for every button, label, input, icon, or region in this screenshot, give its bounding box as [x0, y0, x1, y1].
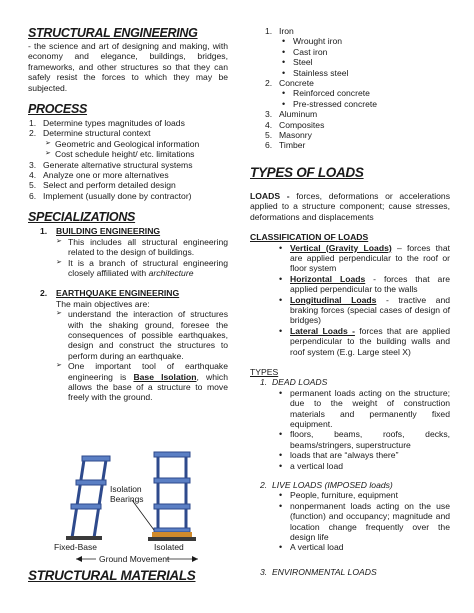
process-item: 3. Generate alternative structural systems: [29, 159, 193, 170]
material-item: 2. Concrete • Reinforced concrete • Pre-stressed concrete: [264, 78, 450, 109]
fixed-base-label: Fixed-Base: [54, 542, 97, 552]
process-item: 6. Implement (usually done by contractor): [29, 190, 192, 201]
building-engineering-section: [28, 226, 228, 236]
earthquake-engineering-number: 2.: [40, 288, 48, 299]
material-subitem: • Wrought iron: [282, 36, 343, 47]
building-engineering-number: 1.: [40, 226, 48, 237]
earthquake-item: ➢ One important tool of earthquake engineering is Base Isolation, which allows the base of a structure to move freely with the ground.: [56, 361, 229, 403]
material-item: 3. Aluminum: [265, 109, 318, 120]
isolation-bearing: [152, 532, 192, 537]
structural-engineering-heading: STRUCTURAL ENGINEERING: [28, 26, 198, 40]
process-item: 5. Select and perform detailed design: [29, 180, 176, 191]
arrow-bullet-icon: ➢: [56, 258, 62, 266]
dead-loads-item: • floors, beams, roofs, decks, beams/stringers, superstructure: [279, 429, 450, 450]
process-item: 1. Determine types magnitudes of loads: [29, 118, 185, 129]
classification-item: • Vertical (Gravity Loads) – forces that are applied perpendicular to the roof or floor system: [279, 242, 451, 274]
classification-item: • Longitudinal Loads - tractive and braking forces (special cases of design of bridges): [279, 294, 450, 326]
live-loads-heading: 2. LIVE LOADS (IMPOSED loads): [260, 480, 393, 491]
arrow-bullet-icon: ➢: [56, 362, 62, 370]
earthquake-engineering-section: [28, 288, 228, 298]
building-engineering-item: ➢ This includes all structural engineering related to the design of buildings.: [56, 236, 228, 258]
ground-movement-label: Ground Movement: [99, 554, 170, 564]
arrow-bullet-icon: ➢: [56, 237, 62, 245]
material-item: 5. Masonry: [265, 130, 312, 141]
bearings-label: Bearings: [110, 494, 144, 504]
types-heading: TYPES: [250, 366, 279, 377]
dead-loads-item: • a vertical load: [279, 460, 344, 471]
earthquake-intro: The main objectives are:: [56, 298, 150, 309]
arrow-bullet-icon: ➢: [56, 310, 62, 318]
types-of-loads-heading: TYPES OF LOADS: [250, 164, 364, 180]
classification-item: • Lateral Loads - forces that are applied perpendicular to the building walls and roof system (E.g. Large steel X): [279, 325, 450, 357]
process-item: 2. Determine structural context ➢ Geometric and Geological information ➢ Cost schedule height/ etc. limitations: [28, 128, 228, 159]
material-subitem: • Cast iron: [282, 46, 328, 57]
live-loads-item: • nonpermanent loads acting on the use (function) and occupancy; magnitude and location change frequently over the design life: [279, 500, 450, 543]
arrow-bullet-icon: ➢: [45, 139, 51, 147]
live-loads-list: [250, 490, 450, 552]
building-engineering-title: BUILDING ENGINEERING: [56, 226, 161, 237]
building-engineering-list: [28, 237, 228, 279]
base-isolation-figure: [54, 440, 220, 564]
earthquake-item: ➢ understand the interaction of structures with the shaking ground, foresee the consequences of possible earthquakes, design and construct the structures to perform during an earthquake.: [56, 309, 228, 361]
environmental-loads-heading: 3. ENVIRONMENTAL LOADS: [260, 567, 377, 577]
dead-loads-item: • loads that are “always there”: [279, 450, 399, 461]
isolated-label: Isolated: [154, 542, 184, 552]
material-subitem: • Reinforced concrete: [282, 88, 370, 99]
classification-item: • Horizontal Loads - forces that are applied perpendicular to the walls: [279, 273, 450, 295]
right-column: [250, 26, 450, 553]
material-subitem: • Steel: [282, 57, 313, 68]
process-heading: PROCESS: [28, 102, 88, 117]
material-subitem: • Stainless steel: [282, 67, 349, 78]
structural-engineering-definition: - the science and art of designing and making, with economy and elegance, buildings, bridges, frameworks, and other structures so that they can safely resist the forces to which they may be subjected.: [28, 41, 228, 93]
loads-definition: LOADS - forces, deformations or accelerations applied to a structure component; cause stresses, deformations and displacements: [250, 190, 451, 222]
isolation-label: Isolation: [110, 484, 142, 494]
process-list: [28, 118, 228, 201]
process-item: 4. Analyze one or more alternatives: [29, 170, 169, 181]
left-column: [28, 26, 228, 403]
live-loads-item: • A vertical load: [279, 542, 344, 553]
dead-loads-heading: 1. DEAD LOADS: [260, 377, 328, 388]
specializations-heading: SPECIALIZATIONS: [28, 210, 136, 225]
building-engineering-item: ➢ It is a branch of structural engineering closely affiliated with architecture: [56, 257, 228, 278]
material-item: 1. Iron • Wrought iron • Cast iron • Steel • Stainless steel: [264, 26, 450, 78]
material-item: 6. Timber: [265, 140, 306, 151]
earthquake-engineering-body: [28, 299, 228, 403]
dead-loads-item: • permanent loads acting on the structure; due to the weight of construction materials and permanently fixed equipment.: [279, 387, 450, 429]
fixed-base-building: [66, 456, 110, 540]
structural-materials-heading: STRUCTURAL MATERIALS: [28, 568, 196, 583]
process-subitem: ➢ Cost schedule height/ etc. limitations: [45, 149, 195, 160]
isolated-building: [148, 452, 196, 541]
live-loads-item: • People, furniture, equipment: [279, 490, 398, 501]
classification-list: [250, 243, 450, 357]
process-subitem: ➢ Geometric and Geological information: [45, 138, 200, 149]
material-item: 4. Composites: [265, 119, 325, 130]
material-subitem: • Pre-stressed concrete: [282, 98, 378, 109]
earthquake-engineering-title: EARTHQUAKE ENGINEERING: [56, 288, 180, 299]
dead-loads-list: [250, 388, 450, 471]
materials-list: [250, 26, 450, 151]
arrow-bullet-icon: ➢: [45, 150, 51, 158]
classification-heading: CLASSIFICATION OF LOADS: [250, 232, 369, 243]
